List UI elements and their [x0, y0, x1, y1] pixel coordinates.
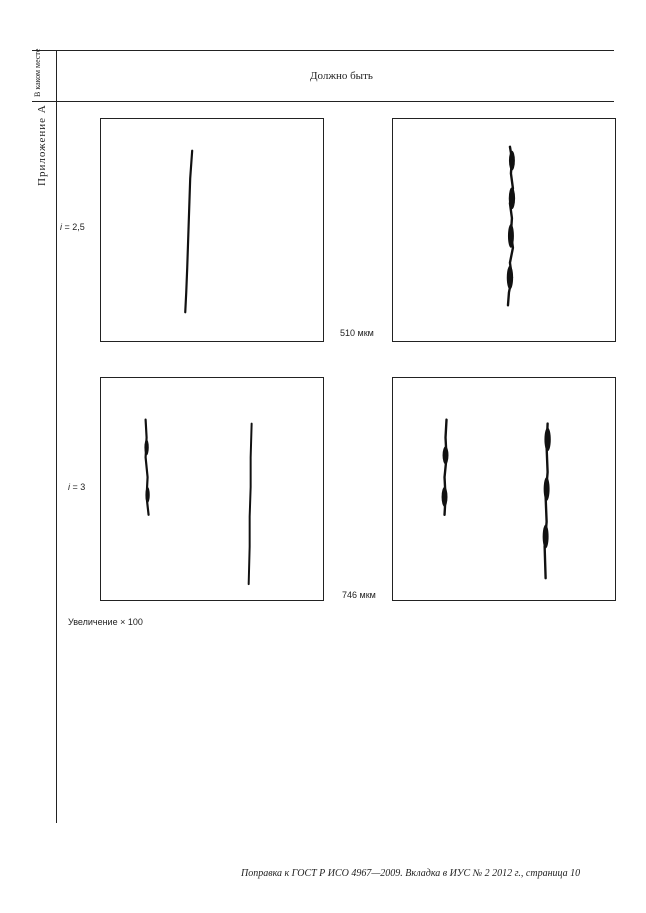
header-bottom-rule: [32, 101, 614, 102]
micrograph-image: [393, 378, 615, 600]
column-should-be-header: Должно быть: [310, 70, 373, 82]
i-symbol: i: [60, 222, 62, 232]
scale-label-row1: 510 мкм: [340, 328, 374, 338]
i-label-row2: [68, 482, 85, 492]
table-top-rule: [32, 50, 614, 51]
micrograph-panel-row2-right: [392, 377, 616, 601]
column-where-header: [33, 48, 42, 97]
magnification-label: Увеличение × 100: [68, 617, 143, 627]
i-value: = 2,5: [62, 222, 85, 232]
micrograph-image: [393, 119, 615, 341]
scale-label-row2: 746 мкм: [342, 590, 376, 600]
column-divider: [56, 50, 57, 823]
i-value: = 3: [70, 482, 86, 492]
i-symbol: i: [68, 482, 70, 492]
i-label-row1: [60, 222, 85, 232]
section-label: Приложение А: [36, 104, 48, 186]
micrograph-panel-row2-left: [100, 377, 324, 601]
micrograph-panel-row1-right: [392, 118, 616, 342]
micrograph-panel-row1-left: [100, 118, 324, 342]
page-footer: Поправка к ГОСТ Р ИСО 4967—2009. Вкладка в ИУС № 2 2012 г., страница 10: [241, 868, 581, 879]
micrograph-image: [101, 378, 323, 600]
micrograph-image: [101, 119, 323, 341]
column-where-label: В каком месте: [33, 48, 42, 97]
